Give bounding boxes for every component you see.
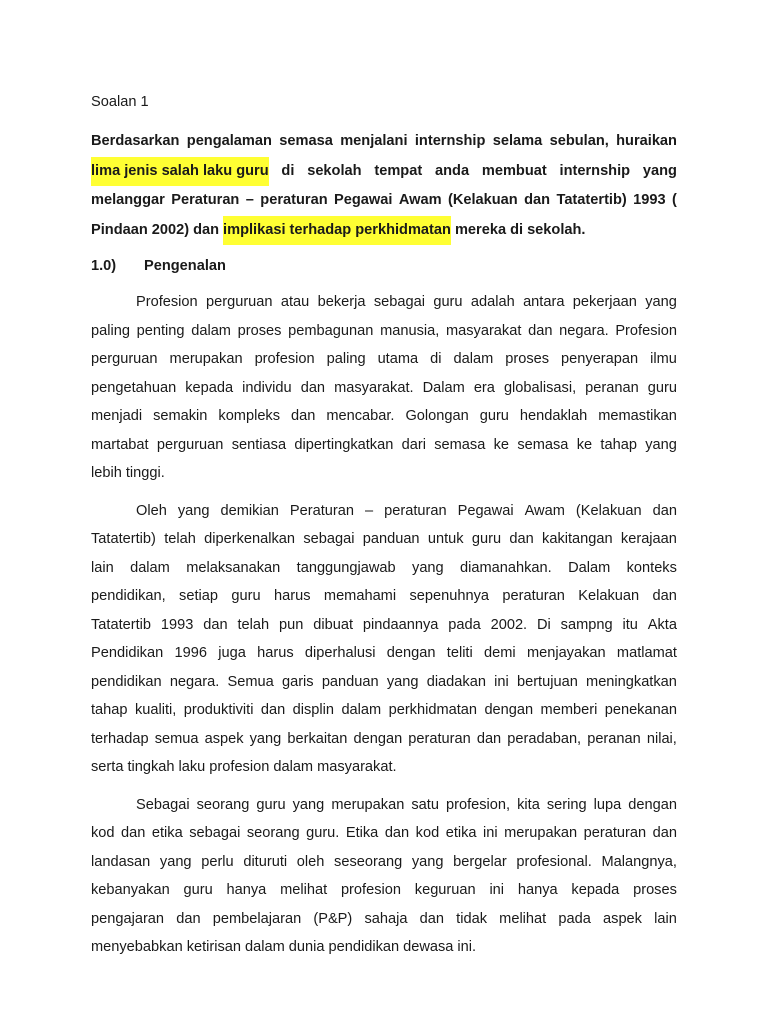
word: meningkatkan <box>586 673 677 690</box>
paragraph <box>91 791 677 962</box>
word: dan <box>476 730 502 747</box>
word: di <box>430 351 442 367</box>
word: masyarakat. <box>317 759 397 775</box>
word: atau <box>280 294 310 310</box>
word: sekolah <box>307 162 362 179</box>
word: melihat <box>280 882 328 898</box>
text-line <box>91 497 677 526</box>
word: guru <box>479 408 509 424</box>
word: serta <box>91 759 124 775</box>
text-line <box>91 317 677 346</box>
word: penyerapan <box>561 351 639 367</box>
word: profesion, <box>445 796 511 813</box>
text-line <box>91 127 677 157</box>
word: Etika <box>345 825 379 841</box>
word: dewasa <box>403 939 454 955</box>
word: pembagunan <box>288 322 374 339</box>
word: etika <box>445 825 477 841</box>
word: peraturan <box>583 825 647 841</box>
word: yang <box>386 673 419 690</box>
word: dalam <box>245 939 285 955</box>
word: Tatatertib <box>91 616 152 633</box>
word: dan <box>509 531 534 547</box>
word: sekolah. <box>527 221 586 238</box>
word: menjalani <box>340 133 408 149</box>
word: dan <box>419 910 444 927</box>
word: individu <box>242 379 292 396</box>
word: sebagai <box>303 531 355 547</box>
word: peraturan <box>502 588 565 604</box>
text-line <box>91 288 677 317</box>
word: dunia <box>288 939 325 955</box>
word: penting <box>136 322 185 339</box>
word: di <box>281 162 295 179</box>
word: sering <box>546 796 587 813</box>
word: dan <box>528 322 553 339</box>
word: Golongan <box>405 408 469 424</box>
word: semakin <box>153 408 208 424</box>
body-paragraphs <box>91 288 677 962</box>
word: harus <box>274 588 311 604</box>
text-line <box>91 668 677 697</box>
word: adalah <box>470 294 515 310</box>
word: Peraturan <box>289 502 354 519</box>
word: teliti <box>446 645 473 661</box>
word: terhadap <box>91 730 149 747</box>
word: ke <box>576 436 593 453</box>
word: tempat <box>374 162 423 179</box>
word: satu <box>411 796 439 813</box>
section-heading <box>91 253 677 279</box>
word: semasa <box>279 133 333 149</box>
word: panduan <box>362 531 420 547</box>
word: telah <box>237 616 270 633</box>
word: bertujuan <box>516 673 578 690</box>
word: negara. <box>559 322 609 339</box>
word: pendidikan <box>91 673 162 690</box>
word: dalam <box>130 559 170 576</box>
word: tanggungjawab <box>296 559 396 576</box>
word: telah <box>164 531 196 547</box>
word: negara. <box>169 673 220 690</box>
word: pun <box>279 616 304 633</box>
text-line <box>91 374 677 403</box>
word: guru <box>647 379 677 396</box>
word: hanya <box>226 882 267 898</box>
word: yang <box>177 502 210 519</box>
word: pindaannya <box>362 616 439 633</box>
word: dan <box>524 192 551 208</box>
paragraph <box>91 288 677 488</box>
word: kod <box>91 825 115 841</box>
word: Dalam <box>422 379 465 396</box>
word: demi <box>484 645 516 661</box>
word: ilmu <box>650 351 677 367</box>
word: seseorang <box>334 853 403 870</box>
word: lain <box>91 559 114 576</box>
word: (P&P) <box>313 910 353 927</box>
word: landasan <box>91 853 151 870</box>
word: perkhidmatan <box>388 702 478 718</box>
word: profesion <box>209 759 270 775</box>
word: masyarakat <box>445 322 522 339</box>
word: dan <box>121 825 146 841</box>
word: martabat <box>91 436 149 453</box>
word: dan <box>260 702 286 718</box>
word: bergelar <box>453 853 507 870</box>
word: melihat <box>499 910 547 927</box>
word: Dalam <box>568 559 611 576</box>
word: Semua <box>227 673 274 690</box>
word: dengan <box>386 645 436 661</box>
word: diperkenalkan <box>204 531 296 547</box>
word: huraikan <box>616 133 677 149</box>
word: era <box>473 379 495 396</box>
word: yang <box>645 436 677 453</box>
word: Pegawai <box>334 192 393 208</box>
word: penekanan <box>604 702 677 718</box>
word: Tatatertib) <box>91 531 156 547</box>
word: utama <box>377 351 419 367</box>
word: ketirisan <box>186 939 242 955</box>
word: memberi <box>540 702 598 718</box>
word: Berdasarkan <box>91 133 180 149</box>
word: guru <box>231 588 261 604</box>
word: aspek <box>603 910 642 927</box>
word: kakitangan <box>542 531 613 547</box>
word: di <box>510 221 524 238</box>
word: nilai, <box>646 730 677 747</box>
text-line <box>91 725 677 754</box>
word: dalam <box>453 351 494 367</box>
word: kompleks <box>218 408 281 424</box>
word: ini <box>489 882 505 898</box>
word: sahaja <box>364 910 408 927</box>
word: untuk <box>427 531 464 547</box>
word: dalam <box>273 759 314 775</box>
word: perlu <box>201 853 234 870</box>
word: tinggi. <box>125 465 165 481</box>
word: 1996 <box>174 645 207 661</box>
word: lebih <box>91 465 122 481</box>
word: merupakan <box>331 796 405 813</box>
word: dalam <box>341 702 382 718</box>
text-line <box>91 753 677 782</box>
word: oleh <box>296 853 325 870</box>
word: dibuat <box>313 616 354 633</box>
word: perguruan <box>91 351 158 367</box>
word: keguruan <box>414 882 476 898</box>
word: internship <box>414 133 486 149</box>
word: juga <box>218 645 246 661</box>
word: sentiasa <box>231 436 287 453</box>
word: dan <box>176 910 201 927</box>
document-title: Soalan 1 <box>91 94 149 110</box>
word: demikian <box>220 502 279 519</box>
word: dari <box>401 436 426 453</box>
word: Profesion <box>615 322 677 339</box>
word: etika <box>151 825 183 841</box>
word: manusia, <box>380 322 440 339</box>
word: Pindaan <box>91 221 148 238</box>
word: pengajaran <box>91 910 165 927</box>
word: seorang <box>196 796 250 813</box>
word: yang <box>159 853 192 870</box>
word: konteks <box>626 559 677 576</box>
word: dipertingkatkan <box>294 436 394 453</box>
word: dan <box>652 588 677 604</box>
word: harus <box>257 645 294 661</box>
text-line <box>91 554 677 583</box>
word: menyebabkan <box>91 939 183 955</box>
word: perguruan <box>206 294 273 310</box>
word: pekerjaan <box>572 294 637 310</box>
word: Malangnya, <box>601 853 677 870</box>
word: Pegawai <box>457 502 514 519</box>
word: melanggar <box>91 192 165 208</box>
text-line <box>91 582 677 611</box>
word: peranan <box>587 730 641 747</box>
word: dengan <box>484 702 534 718</box>
word: diamanahkan. <box>460 559 552 576</box>
word: produktiviti <box>183 702 254 718</box>
word: setiap <box>179 588 218 604</box>
word: lupa <box>593 796 622 813</box>
word: (Kelakuan <box>447 192 518 208</box>
word: Peraturan <box>171 192 240 208</box>
word: ini <box>483 825 498 841</box>
word: yang <box>249 730 282 747</box>
word: dan <box>652 502 677 519</box>
word: (Kelakuan <box>575 502 642 519</box>
word: pengetahuan <box>91 379 177 396</box>
word: tahap <box>91 702 128 718</box>
word: memastikan <box>598 408 677 424</box>
word: peraturan <box>260 192 328 208</box>
word: diadakan <box>426 673 486 690</box>
word: merupakan <box>504 825 578 841</box>
word: melaksanakan <box>186 559 281 576</box>
word: profesional. <box>516 853 592 870</box>
word: sebagai <box>373 294 425 310</box>
word: bekerja <box>317 294 366 310</box>
word: berkaitan <box>287 730 348 747</box>
word: guru <box>256 796 286 813</box>
word: Tatatertib) <box>556 192 627 208</box>
text-line <box>91 848 677 877</box>
word: antara <box>523 294 565 310</box>
section-number: 1.0) <box>91 258 117 274</box>
word: – <box>245 192 254 208</box>
word: Akta <box>647 616 677 633</box>
paragraph <box>91 497 677 782</box>
word: dan <box>291 408 316 424</box>
word: pada <box>558 910 591 927</box>
word: kerajaan <box>620 531 677 547</box>
word: dalam <box>191 322 231 339</box>
word: Profesion <box>136 294 198 310</box>
word: guru. <box>306 825 340 841</box>
text-line <box>91 696 677 725</box>
word: yang <box>645 294 677 310</box>
text-line <box>91 459 677 488</box>
word: ( <box>672 192 677 208</box>
word: hendaklah <box>519 408 588 424</box>
word: hanya <box>517 882 558 898</box>
word: peraturan <box>384 502 447 519</box>
word: memahami <box>323 588 397 604</box>
word: internship <box>559 162 631 179</box>
text-line <box>91 819 677 848</box>
word: pendidikan, <box>91 588 166 604</box>
word: selama <box>492 133 543 149</box>
word: guru <box>471 531 502 547</box>
word: guru <box>433 294 463 310</box>
word: dan <box>203 616 228 633</box>
word: semasa <box>434 436 486 453</box>
word: dan <box>193 221 220 238</box>
word: tidak <box>456 910 487 927</box>
word: guru <box>183 882 213 898</box>
word: dengan <box>353 730 403 747</box>
word: aspek <box>204 730 244 747</box>
text-line <box>91 216 677 246</box>
text-line <box>91 876 677 905</box>
word: kod <box>415 825 440 841</box>
word: anda <box>435 162 470 179</box>
word: proses <box>237 322 282 339</box>
word: Awam <box>524 502 565 519</box>
word: lain <box>654 910 677 927</box>
word: yang <box>292 796 325 813</box>
word: itu <box>622 616 638 633</box>
word: semasa <box>517 436 569 453</box>
word: dan <box>384 825 410 841</box>
word: pendidikan <box>328 939 400 955</box>
word: menjayakan <box>526 645 606 661</box>
text-line <box>91 791 677 820</box>
word: Sebagai <box>136 796 190 813</box>
word: pada <box>448 616 481 633</box>
word: merupakan <box>169 351 243 367</box>
word: kepada <box>571 882 620 898</box>
text-line <box>91 611 677 640</box>
word: laku <box>178 759 206 775</box>
word: dituruti <box>243 853 288 870</box>
word: paling <box>91 322 130 339</box>
word: mereka <box>454 221 507 238</box>
word: dan <box>300 379 326 396</box>
text-line <box>91 186 677 216</box>
document-content <box>91 89 677 971</box>
word: peranan <box>585 379 639 396</box>
word: ini <box>494 673 509 690</box>
word: yang <box>412 559 444 576</box>
word: pembelajaran <box>212 910 302 927</box>
question-text <box>91 127 677 245</box>
word: kualiti, <box>134 702 177 718</box>
highlighted-text: implikasi terhadap perkhidmatan <box>223 216 451 246</box>
word: sepenuhnya <box>409 588 490 604</box>
word: 1993 <box>633 192 666 208</box>
word: proses <box>633 882 677 898</box>
word: displin <box>292 702 335 718</box>
text-line <box>91 525 677 554</box>
word: sebagai <box>189 825 241 841</box>
word: profesion <box>340 882 401 898</box>
word: peradaban, <box>507 730 582 747</box>
word: menjadi <box>91 408 143 424</box>
word: kita <box>517 796 540 813</box>
word: ke <box>493 436 510 453</box>
word: tingkah <box>127 759 175 775</box>
text-line <box>91 345 677 374</box>
text-line <box>91 905 677 934</box>
word: Pendidikan <box>91 645 164 661</box>
word: tahap <box>600 436 637 453</box>
word: 2002) <box>151 221 190 238</box>
word: diperhalusi <box>304 645 376 661</box>
word: panduan <box>321 673 379 690</box>
word: kebanyakan <box>91 882 170 898</box>
word: kepada <box>185 379 234 396</box>
word: semua <box>154 730 199 747</box>
word: sampng <box>560 616 613 633</box>
word: dan <box>652 825 677 841</box>
text-line <box>91 639 677 668</box>
word: matlamat <box>616 645 677 661</box>
word: masyarakat. <box>334 379 414 396</box>
word: dengan <box>628 796 677 813</box>
word: Di <box>537 616 551 633</box>
text-line <box>91 402 677 431</box>
text-line <box>91 157 677 187</box>
word: – <box>364 502 374 519</box>
word: 2002. <box>490 616 528 633</box>
word: perguruan <box>156 436 224 453</box>
word: membuat <box>481 162 547 179</box>
word: peraturan <box>408 730 471 747</box>
word: garis <box>281 673 314 690</box>
word: proses <box>505 351 550 367</box>
word: ini. <box>457 939 477 955</box>
text-line <box>91 933 677 962</box>
word: globalisasi, <box>503 379 577 396</box>
word: pengalaman <box>186 133 272 149</box>
word: 1993 <box>160 616 194 633</box>
word: seorang <box>246 825 300 841</box>
word: Oleh <box>136 502 167 519</box>
word: Kelakuan <box>578 588 640 604</box>
word: mencabar. <box>326 408 395 424</box>
section-title: Pengenalan <box>144 258 226 274</box>
word: sebulan, <box>549 133 609 149</box>
word: Awam <box>398 192 442 208</box>
word: yang <box>642 162 677 179</box>
highlighted-text: lima jenis salah laku guru <box>91 157 269 187</box>
word: yang <box>411 853 444 870</box>
word: paling <box>326 351 366 367</box>
word: profesion <box>254 351 315 367</box>
text-line <box>91 431 677 460</box>
